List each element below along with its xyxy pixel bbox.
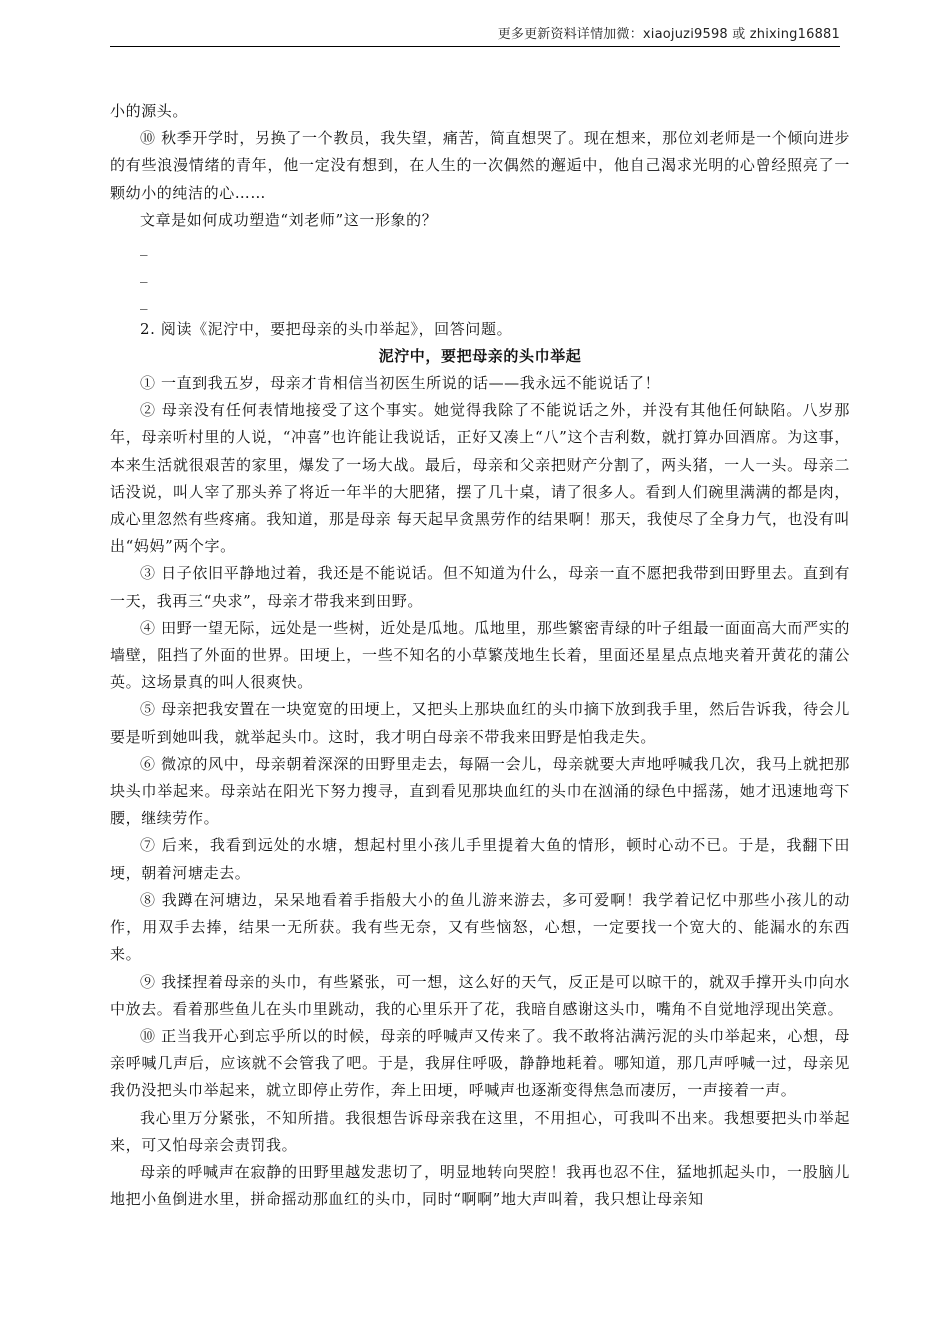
answer-line-3: _ (140, 292, 149, 311)
passage2-paragraph-6: ⑥ 微凉的风中，母亲朝着深深的田野里走去，每隔一会儿，母亲就要大声地呼喊我几次，我马上就把那块头巾举起来。母亲站在阳光下努力搜寻，直到看见那块血红的头巾在汹涌的绿色中摇荡，她才迅速地弯下腰，继续劳作。 (110, 754, 850, 828)
passage2-paragraph-5: ⑤ 母亲把我安置在一块宽宽的田埂上，又把头上那块血红的头巾摘下放到我手里，然后告诉我，待会儿要是听到她叫我，就举起头巾。这时，我才明白母亲不带我来田野是怕我走失。 (110, 700, 850, 746)
passage2-paragraph-12: 母亲的呼喊声在寂静的田野里越发悲切了，明显地转向哭腔！我再也忍不住，猛地抓起头巾，一股脑儿地把小鱼倒进水里，拼命摇动那血红的头巾，同时“啊啊”地大声叫着，我只想让母亲知 (110, 1162, 850, 1209)
passage1-tail: 小的源头。 (110, 102, 189, 120)
document-body (110, 98, 850, 1213)
passage2-paragraph-10: ⑩ 正当我开心到忘乎所以的时候，母亲的呼喊声又传来了。我不敢将沾满污泥的头巾举起来，心想，母亲呼喊几声后，应该就不会管我了吧。于是，我屏住呼吸，静静地耗着。哪知道，那几声呼喊一过，母亲见我仍没把头巾举起来，就立即停止劳作，奔上田埂，呼喊声也逐渐变得焦急而凄厉，一声接着一声。 (110, 1026, 850, 1100)
header-contact-text: 更多更新资料详情加微：xiaojuzi9598 或 zhixing16881 (497, 27, 840, 42)
answer-line-2: _ (140, 265, 149, 284)
passage2-paragraph-8: ⑧ 我蹲在河塘边，呆呆地看着手指般大小的鱼儿游来游去，多可爱啊！我学着记忆中那些小孩儿的动作，用双手去捧，结果一无所获。我有些无奈，又有些恼怒，心想，一定要找一个宽大的、能漏水的东西来。 (110, 890, 850, 964)
passage2-paragraph-1: ① 一直到我五岁，母亲才肯相信当初医生所说的话——我永远不能说话了！ (140, 374, 661, 393)
passage2-paragraph-4: ④ 田野一望无际，远处是一些树，近处是瓜地。瓜地里，那些繁密青绿的叶子组最一面面高大而严实的墙壁，阻挡了外面的世界。田埂上，一些不知名的小草繁茂地生长着，里面还星星点点地夹着开黄花的蒲公英。这场景真的叫人很爽快。 (110, 618, 850, 692)
question-1: 文章是如何成功塑造“刘老师”这一形象的？ (140, 210, 438, 229)
passage1-paragraph-10: ⑩ 秋季开学时，另换了一个教员，我失望，痛苦，简直想哭了。现在想来，那位刘老师是一个倾向进步的有些浪漫情绪的青年，他一定没有想到，在人生的一次偶然的邂逅中，他自己渴求光明的心曾经照亮了一颗幼小的纯洁的心…… (110, 129, 850, 202)
passage2-title: 泥泞中，要把母亲的头巾举起 (378, 346, 582, 365)
passage2-paragraph-11: 我心里万分紧张，不知所措。我很想告诉母亲我在这里，不用担心，可我叫不出来。我想要把头巾举起来，可又怕母亲会责罚我。 (110, 1108, 850, 1154)
passage2-paragraph-9: ⑨ 我揉捏着母亲的头巾，有些紧张，可一想，这么好的天气，反正是可以晾干的，就双手撑开头巾向水中放去。看着那些鱼儿在头巾里跳动，我的心里乐开了花，我暗自感谢这头巾，嘴角不自觉地浮现出笑意。 (110, 972, 850, 1018)
passage2-paragraph-2: ② 母亲没有任何表情地接受了这个事实。她觉得我除了不能说话之外，并没有其他任何缺陷。八岁那年，母亲听村里的人说，“冲喜”也许能让我说话，正好又凑上“八”这个吉利数，就打算办回酒席。为这事，本来生活就很艰苦的家里，爆发了一场大战。最后，母亲和父亲把财产分割了，两头猪，一人一头。母亲二话没说，叫人宰了那头养了将近一年半的大肥猪，摆了几十桌，请了很多人。看到人们碗里满满的都是肉，成心里忽然有些疼痛。我知道，那是母亲 每天起早贪黑劳作的结果啊！那天，我使尽了全身力气，也没有叫出“妈妈”两个字。 (110, 401, 850, 556)
question-2-instruction: 2. 阅读《泥泞中，要把母亲的头巾举起》，回答问题。 (140, 319, 513, 338)
page-header (110, 26, 840, 47)
passage2-paragraph-3: ③ 日子依旧平静地过着，我还是不能说话。但不知道为什么，母亲一直不愿把我带到田野里去。直到有一天，我再三“央求”，母亲才带我来到田野。 (110, 564, 850, 610)
passage2-paragraph-7: ⑦ 后来，我看到远处的水塘，想起村里小孩儿手里提着大鱼的情形，顿时心动不已。于是，我翻下田埂，朝着河塘走去。 (110, 836, 850, 882)
answer-line-1: _ (140, 238, 149, 257)
